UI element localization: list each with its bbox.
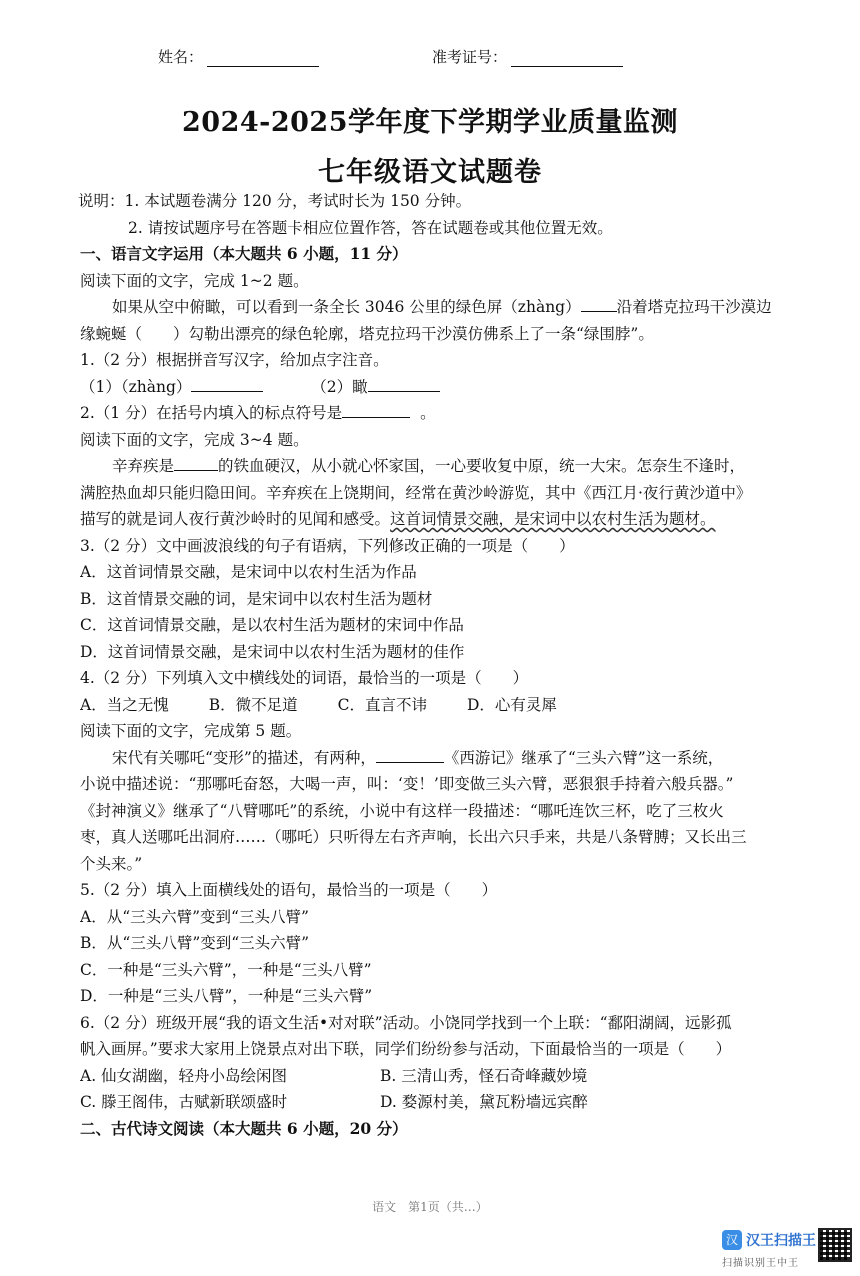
passage-3-line-1: 宋代有关哪吒“变形”的描述，有两种， 《西游记》继承了“三头六臂”这一系统， bbox=[112, 748, 724, 767]
reading-prompt-2: 阅读下面的文字，完成 3~4 题。 bbox=[80, 430, 309, 449]
exam-title: 2024-2025学年度下学期学业质量监测 bbox=[182, 107, 678, 138]
q6-option-a[interactable]: A. 仙女湖幽，轻舟小岛绘闲图 bbox=[80, 1066, 288, 1085]
q3-option-a[interactable]: A．这首词情景交融，是宋词中以农村生活为作品 bbox=[80, 563, 417, 581]
name-blank[interactable] bbox=[207, 50, 319, 67]
instruction-2: 2. 请按试题序号在答题卡相应位置作答，答在试题卷或其他位置无效。 bbox=[128, 218, 613, 237]
exam-id-label: 准考证号： bbox=[432, 48, 508, 66]
q6-option-d[interactable]: D. 婺源村美，黛瓦粉墙远宾醉 bbox=[380, 1093, 588, 1111]
q5-option-a[interactable]: A．从“三头六臂”变到“三头八臂” bbox=[80, 907, 309, 926]
scanner-tagline: 扫描识别王中王 bbox=[722, 1258, 799, 1269]
scanner-brand: 汉王扫描王 bbox=[746, 1233, 816, 1249]
exam-id-blank[interactable] bbox=[511, 50, 623, 67]
passage-3-line-4: 枣，真人送哪吒出洞府……（哪吒）只听得左右齐声响，长出六只手来，共是八条臂膊；又长出三 bbox=[80, 828, 747, 846]
question-1-answers: （1）（zhàng） （2）瞰 bbox=[80, 374, 832, 401]
section-2-heading: 二、古代诗文阅读（本大题共 6 小题，20 分） bbox=[80, 1118, 408, 1138]
scanner-watermark bbox=[722, 1228, 852, 1272]
passage-1-line-1: 如果从空中俯瞰，可以看到一条全长 3046 公里的绿色屏（zhàng） 沿着塔克拉玛干沙漠边 bbox=[112, 298, 772, 316]
question-4: 4.（2 分）下列填入文中横线处的词语，最恰当的一项是（ ） bbox=[80, 669, 529, 687]
passage-2-line-1: 辛弃疾是 的铁血硬汉，从小就心怀家国，一心要收复中原，统一大宋。怎奈生不逢时， bbox=[112, 457, 746, 475]
question-3: 3.（2 分）文中画波浪线的句子有语病，下列修改正确的一项是（ ） bbox=[80, 536, 575, 555]
q4-option-d[interactable]: D．心有灵犀 bbox=[466, 695, 557, 714]
blank-1 bbox=[581, 296, 617, 312]
q6-options-row-2 bbox=[80, 1089, 832, 1116]
q4-option-a[interactable]: A．当之无愧 bbox=[80, 695, 169, 714]
reading-prompt-3: 阅读下面的文字，完成第 5 题。 bbox=[80, 722, 302, 740]
exam-content bbox=[80, 188, 832, 1142]
section-1-heading: 一、语言文字运用（本大题共 6 小题，11 分） bbox=[80, 244, 408, 263]
blank-3 bbox=[376, 747, 444, 763]
name-label: 姓名： bbox=[158, 48, 204, 66]
scanner-logo-icon: 汉 bbox=[722, 1230, 742, 1250]
question-1: 1.（2 分）根据拼音写汉字，给加点字注音。 bbox=[80, 351, 389, 369]
q4-option-b[interactable]: B．微不足道 bbox=[208, 695, 298, 714]
exam-subtitle: 七年级语文试题卷 bbox=[318, 157, 542, 188]
instruction-1: 说明：1. 本试题卷满分 120 分，考试时长为 150 分钟。 bbox=[78, 192, 472, 210]
blank-2 bbox=[174, 455, 218, 471]
passage-2-line-2: 满腔热血却只能归隐田间。辛弃疾在上饶期间，经常在黄沙岭游览，其中《西江月·夜行黄沙道中》 bbox=[80, 483, 752, 502]
q4-option-c[interactable]: C．直言不讳 bbox=[337, 695, 427, 714]
passage-1-line-2: 缘蜿蜒（ ）勾勒出漂亮的绿色轮廓，塔克拉玛干沙漠仿佛系上了一条“绿围脖”。 bbox=[80, 324, 654, 343]
q5-option-b[interactable]: B．从“三头八臂”变到“三头六臂” bbox=[80, 934, 310, 952]
question-6-line-1: 6.（2 分）班级开展“我的语文生活•对对联”活动。小饶同学找到一个上联：“鄱阳湖阔，远影孤 bbox=[80, 1013, 732, 1032]
q4-options bbox=[80, 692, 832, 719]
q6-option-c[interactable]: C. 滕王阁伟，古赋新联颂盛时 bbox=[80, 1093, 288, 1111]
page-footer: 语文 第1页（共…） bbox=[372, 1200, 488, 1214]
passage-3-line-2: 小说中描述说：“那哪吒奋怒，大喝一声，叫：‘变！’即变做三头六臂，恶狠狠手持着六般兵器。” bbox=[80, 775, 734, 793]
question-6-line-2: 帆入画屏。”要求大家用上饶景点对出下联，同学们纷纷参与活动，下面最恰当的一项是（ ） bbox=[80, 1040, 732, 1058]
q3-option-d[interactable]: D．这首词情景交融，是宋词中以农村生活为题材的佳作 bbox=[80, 642, 465, 661]
passage-3-line-5: 个头来。” bbox=[80, 854, 143, 873]
reading-prompt-1: 阅读下面的文字，完成 1~2 题。 bbox=[80, 271, 309, 290]
passage-2-line-3: 描写的就是词人夜行黄沙岭时的见闻和感受。这首词情景交融，是宋词中以农村生活为题材。 bbox=[80, 510, 716, 528]
question-5: 5.（2 分）填入上面横线处的语句，最恰当的一项是（ ） bbox=[80, 881, 498, 899]
wavy-underlined-sentence: 这首词情景交融，是宋词中以农村生活为题材。 bbox=[390, 510, 716, 528]
passage-3-line-3: 《封神演义》继承了“八臂哪吒”的系统，小说中有这样一段描述：“哪吒连饮三杯，吃了三枚火 bbox=[80, 801, 724, 820]
candidate-info bbox=[0, 46, 860, 70]
qr-code-icon bbox=[818, 1228, 852, 1262]
q6-option-b[interactable]: B. 三清山秀，怪石奇峰藏妙境 bbox=[380, 1066, 588, 1085]
exam-id-field[interactable] bbox=[432, 46, 623, 67]
q1-answer-blank-1[interactable] bbox=[191, 376, 263, 392]
q3-option-b[interactable]: B．这首情景交融的词，是宋词中以农村生活为题材 bbox=[80, 589, 433, 608]
question-2: 2.（1 分）在括号内填入的标点符号是 。 bbox=[80, 404, 436, 422]
q5-option-d[interactable]: D．一种是“三头八臂”，一种是“三头六臂” bbox=[80, 987, 373, 1005]
name-field[interactable] bbox=[158, 46, 319, 67]
q3-option-c[interactable]: C．这首词情景交融，是以农村生活为题材的宋词中作品 bbox=[80, 616, 464, 634]
q6-options-row-1 bbox=[80, 1063, 832, 1090]
q5-option-c[interactable]: C．一种是“三头六臂”，一种是“三头八臂” bbox=[80, 960, 372, 979]
q2-answer-blank[interactable] bbox=[342, 402, 410, 418]
q1-answer-blank-2[interactable] bbox=[368, 376, 440, 392]
